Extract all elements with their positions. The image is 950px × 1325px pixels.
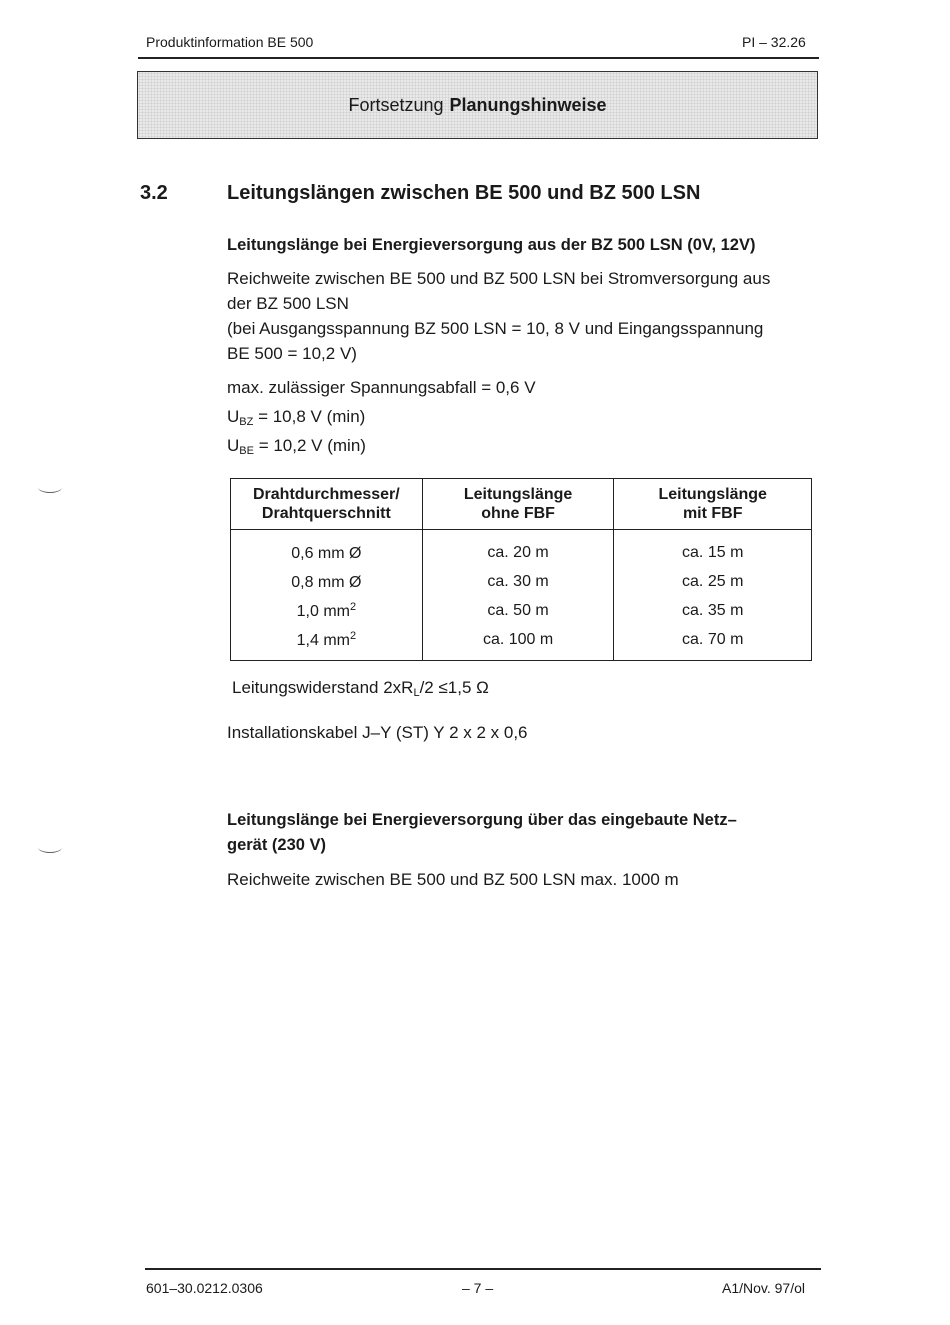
- ubz-subscript: BZ: [239, 416, 254, 428]
- section-title: Leitungslängen zwischen BE 500 und BZ 500 LSN: [227, 182, 701, 204]
- cell-length-with-fbf: ca. 15 m: [614, 530, 812, 568]
- table-row: [231, 567, 812, 596]
- cable-length-table: [230, 478, 812, 661]
- cell-length-without-fbf: ca. 20 m: [422, 530, 614, 568]
- column-header-wire: [231, 479, 423, 530]
- ubz-symbol: U: [227, 407, 240, 426]
- footer-page-number: – 7 –: [462, 1280, 494, 1296]
- table-row: [231, 625, 812, 661]
- cell-length-without-fbf: ca. 30 m: [422, 567, 614, 596]
- ubz-value: = 10,8 V (min): [253, 407, 366, 426]
- binder-hole-mark: [38, 482, 62, 493]
- wire-size-value: 0,6 mm Ø: [291, 544, 362, 562]
- header-line: Leitungslänge: [658, 486, 767, 503]
- wire-size-value: 1,0 mm: [296, 602, 350, 620]
- block2-text: Reichweite zwischen BE 500 und BZ 500 LSN max. 1000 m: [227, 870, 679, 889]
- resistance-subscript: L: [413, 687, 420, 699]
- wire-size-value: 0,8 mm Ø: [291, 573, 362, 591]
- section-number: 3.2: [140, 182, 168, 204]
- cell-length-with-fbf: ca. 25 m: [614, 567, 812, 596]
- header-doc-title: Produktinformation BE 500: [146, 34, 314, 50]
- section-banner: [137, 71, 818, 139]
- ube-subscript: BE: [239, 445, 254, 457]
- wire-size-value: 1,4 mm: [296, 631, 350, 649]
- header-line: mit FBF: [682, 505, 743, 522]
- cell-length-without-fbf: ca. 100 m: [422, 625, 614, 661]
- ube-line: [227, 433, 366, 464]
- wire-size-exponent: 2: [349, 629, 357, 642]
- para-line: (bei Ausgangsspannung BZ 500 LSN = 10, 8 V und Eingangsspannung: [227, 319, 764, 338]
- column-header-with-fbf: [614, 479, 812, 530]
- footer-rule: [145, 1268, 821, 1270]
- ubz-line: [227, 404, 365, 435]
- cell-wire-size: [231, 625, 423, 661]
- table-row: [231, 530, 812, 568]
- footer-doc-number: 601–30.0212.0306: [146, 1280, 263, 1296]
- ube-value: = 10,2 V (min): [253, 436, 366, 455]
- para-line: Reichweite zwischen BE 500 und BZ 500 LSN bei Stromversorgung aus: [227, 269, 771, 288]
- header-line: Leitungslänge: [463, 486, 573, 503]
- footer-edition: A1/Nov. 97/ol: [722, 1280, 806, 1296]
- header-line: Drahtdurchmesser/: [253, 486, 400, 503]
- line-resistance: [232, 675, 489, 706]
- para-line: BE 500 = 10,2 V): [227, 344, 357, 363]
- table-header-row: [231, 479, 812, 530]
- wire-size-exponent: 2: [349, 600, 357, 613]
- block1-heading: Leitungslänge bei Energieversorgung aus der BZ 500 LSN (0V, 12V): [227, 236, 756, 254]
- banner-prefix: Fortsetzung: [348, 94, 444, 115]
- ube-symbol: U: [227, 436, 240, 455]
- cell-wire-size: [231, 567, 423, 596]
- banner-title: Planungshinweise: [449, 94, 607, 115]
- heading-line: gerät (230 V): [227, 836, 327, 854]
- cell-length-with-fbf: ca. 35 m: [614, 596, 812, 625]
- para-line: der BZ 500 LSN: [227, 294, 349, 313]
- header-rule: [138, 57, 819, 59]
- heading-line: Leitungslänge bei Energieversorgung über das eingebaute Netz–: [227, 811, 737, 829]
- block2-heading: [227, 808, 827, 858]
- header-line: ohne FBF: [481, 505, 555, 522]
- column-header-without-fbf: [422, 479, 614, 530]
- cell-length-with-fbf: ca. 70 m: [614, 625, 812, 661]
- cell-wire-size: [231, 596, 423, 625]
- max-voltage-drop: max. zulässiger Spannungsabfall = 0,6 V: [227, 378, 536, 397]
- resistance-suffix: /2 ≤1,5 Ω: [419, 678, 489, 697]
- cell-length-without-fbf: ca. 50 m: [422, 596, 614, 625]
- installation-cable: Installationskabel J–Y (ST) Y 2 x 2 x 0,6: [227, 723, 528, 742]
- cell-wire-size: [231, 530, 423, 568]
- resistance-prefix: Leitungswiderstand 2xR: [232, 678, 414, 697]
- block1-paragraph: [227, 266, 827, 366]
- binder-hole-mark: [38, 842, 62, 853]
- table-row: [231, 596, 812, 625]
- header-page-ref: PI – 32.26: [742, 34, 806, 50]
- header-line: Drahtquerschnitt: [261, 505, 391, 522]
